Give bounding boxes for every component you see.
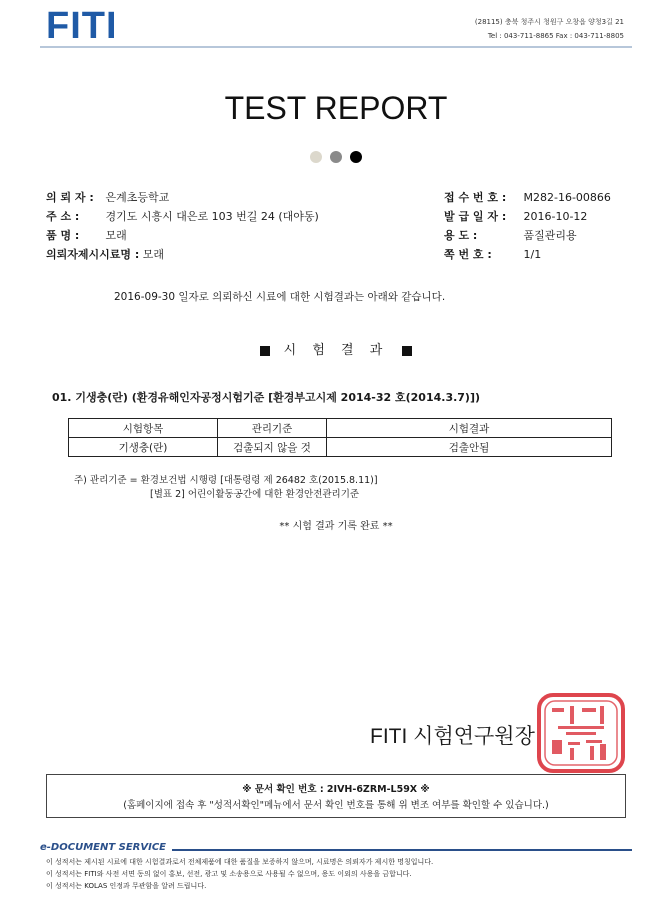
edocument-divider (172, 849, 632, 851)
sample-name-value: 모래 (142, 248, 165, 261)
address-label: 주 소 : (46, 210, 80, 223)
verification-number: ※ 문서 확인 번호 : 2IVH-6ZRM-L59X ※ (242, 784, 430, 795)
cell-result: 검출안됨 (327, 438, 612, 457)
issue-date-label: 발 급 일 자 : (444, 210, 507, 223)
decorative-dots (310, 148, 370, 167)
verification-instructions: (홈페이지에 접속 후 "성적서확인"메뉴에서 문서 확인 번호를 통해 위 변조 여부를 확인할 수 있습니다.) (123, 800, 549, 811)
square-bullet-left (260, 346, 270, 356)
purpose-label: 용 도 : (444, 229, 478, 242)
dot-dark (350, 151, 362, 163)
table-row (69, 438, 612, 457)
contact-text: Tel : 043-711-8865 Fax : 043-711-8805 (487, 32, 624, 40)
address-value: 경기도 시흥시 대은로 103 번길 24 (대야동) (105, 210, 319, 223)
header-address-block (475, 15, 624, 43)
section-title-row (0, 339, 672, 358)
signer-name: FITI 시험연구원장 (370, 725, 535, 748)
cell-standard: 검출되지 않을 것 (218, 438, 327, 457)
logo-text: FITI (46, 5, 118, 44)
table-header-row (69, 419, 612, 438)
info-right-1 (444, 191, 611, 205)
intro-sentence: 2016-09-30 일자로 의뢰하신 시료에 대한 시험결과는 아래와 같습니다. (114, 291, 446, 303)
info-right-4 (444, 248, 541, 262)
client-value: 은계초등학교 (105, 191, 170, 204)
product-label: 품 명 : (46, 229, 80, 242)
edocument-service-label: e-DOCUMENT SERVICE (40, 842, 167, 853)
address-text: (28115) 충북 청주시 청원구 오창읍 양청3길 21 (474, 18, 624, 26)
square-bullet-right (402, 346, 412, 356)
official-seal-stamp (536, 692, 626, 774)
receipt-no-value: M282-16-00866 (523, 191, 611, 204)
header-divider (40, 46, 632, 48)
info-left-2 (46, 210, 319, 224)
note-line-1: 주) 관리기준 = 환경보건법 시행령 [대통령령 제 26482 호(2015.8.11)] (74, 475, 378, 486)
disclaimer-block (46, 856, 433, 892)
standard-note (74, 474, 378, 502)
header-result: 시험결과 (327, 419, 612, 438)
purpose-value: 품질관리용 (523, 229, 577, 242)
note-line-2: [별표 2] 어린이활동공간에 대한 환경안전관리기준 (150, 489, 360, 500)
disclaimer-line: 이 성적서는 FITI와 사전 서면 동의 없이 홍보, 선전, 광고 및 소송용으로 사용될 수 없으며, 용도 이외의 사용을 금합니다. (46, 870, 412, 878)
results-table (68, 418, 612, 457)
receipt-no-label: 접 수 번 호 : (444, 191, 507, 204)
info-left-4 (46, 248, 164, 262)
report-title: TEST REPORT (224, 90, 448, 126)
info-left-3 (46, 229, 127, 243)
client-label: 의 뢰 자 : (46, 191, 94, 204)
end-of-results-mark: ** 시험 결과 기록 완료 ** (279, 521, 393, 532)
section-title: 시 험 결 과 (283, 343, 389, 358)
dot-light (310, 151, 322, 163)
test-item-heading: 01. 기생충(란) (환경유해인자공정시험기준 [환경부고시제 2014-32 호(2014.3.7)]) (52, 391, 481, 404)
disclaimer-line: 이 성적서는 제시된 시료에 대한 시험결과로서 전체제품에 대한 품질을 보증하지 않으며, 시료명은 의뢰자가 제시한 명칭입니다. (46, 858, 434, 866)
cell-test-item: 기생충(란) (69, 438, 218, 457)
page-no-value: 1/1 (523, 248, 542, 261)
dot-mid (330, 151, 342, 163)
header-standard: 관리기준 (218, 419, 327, 438)
info-right-3 (444, 229, 577, 243)
fiti-logo (46, 4, 156, 44)
document-verification-box (46, 774, 626, 818)
info-left-1 (46, 191, 169, 205)
page-no-label: 쪽 번 호 : (444, 248, 492, 261)
header-test-item: 시험항목 (69, 419, 218, 438)
product-value: 모래 (105, 229, 127, 242)
issue-date-value: 2016-10-12 (523, 210, 588, 223)
disclaimer-line: 이 성적서는 KOLAS 인정과 무관함을 알려 드립니다. (46, 882, 207, 890)
info-right-2 (444, 210, 587, 224)
sample-name-label: 의뢰자제시시료명 : (46, 248, 140, 261)
